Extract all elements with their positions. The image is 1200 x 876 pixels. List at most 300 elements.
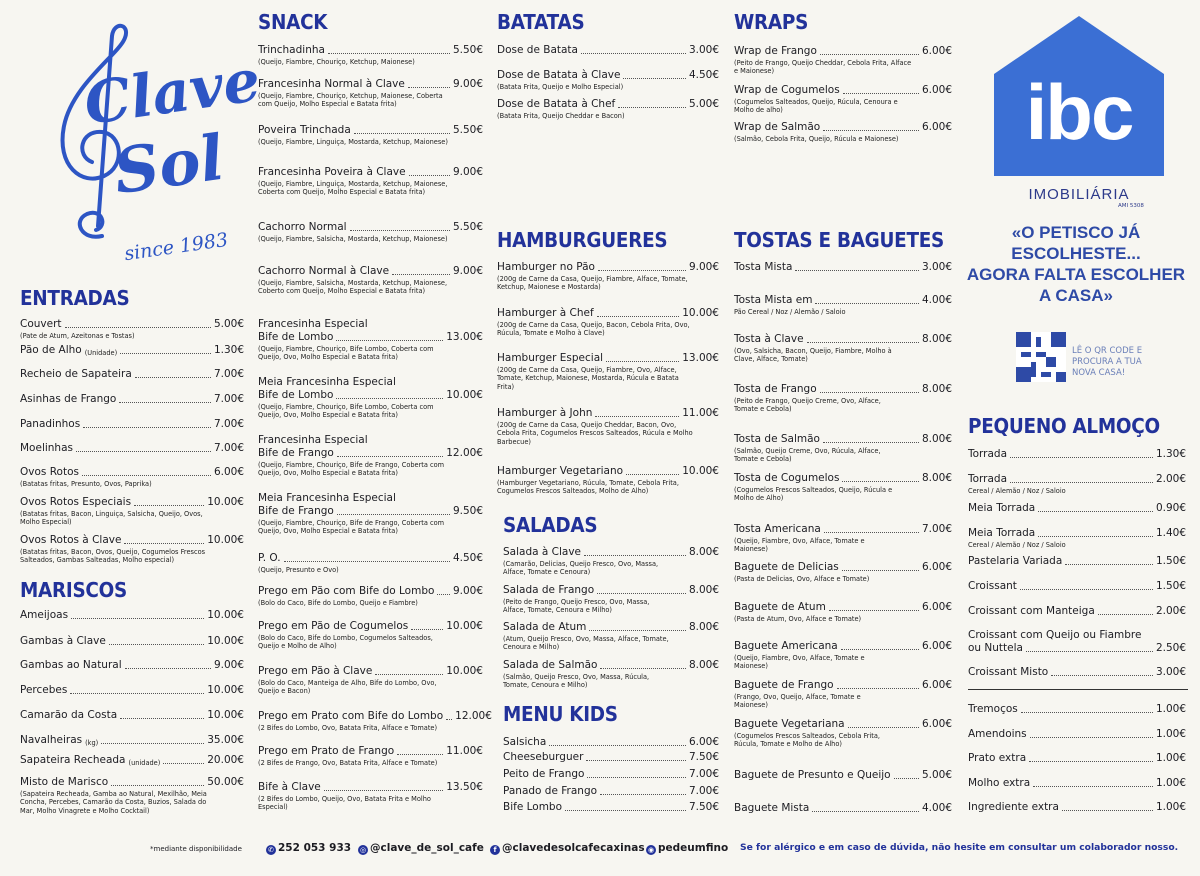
leader-dots (1098, 614, 1153, 615)
item-price: 1.50€ (1155, 580, 1186, 592)
item-price: 1.00€ (1155, 777, 1186, 789)
item-name: Prego em Pão à Clave (258, 665, 373, 677)
logo-line1: Clave (80, 46, 265, 138)
item-price: 9.00€ (452, 78, 483, 90)
item-name: Cheeseburguer (503, 751, 584, 763)
tostas-item (734, 601, 952, 623)
footer-website-text: pedeumfino (658, 842, 729, 854)
item-row (258, 265, 483, 278)
item-price: 3.00€ (1155, 666, 1186, 678)
leader-dots (837, 688, 919, 689)
item-price: 8.00€ (921, 383, 952, 395)
item-price: 5.50€ (452, 221, 483, 233)
item-price: 10.00€ (446, 665, 483, 677)
item-price: 12.00€ (446, 447, 483, 459)
ad-slogan-line3: AGORA FALTA ESCOLHER (966, 265, 1186, 284)
leader-dots (397, 754, 443, 755)
item-price: 6.00€ (688, 736, 719, 748)
item-name: Salada de Atum (503, 621, 587, 633)
item-row (258, 331, 483, 344)
logo-since: since 1983 (122, 228, 230, 266)
item-name: Meia Torrada (968, 502, 1036, 514)
mariscos-item (20, 754, 244, 767)
item-price: 7.50€ (688, 801, 719, 813)
item-price: 1.00€ (1155, 801, 1186, 813)
item-name: Couvert (20, 318, 62, 330)
item-row (20, 496, 244, 509)
item-description: (Bolo do Caco, Bife do Lombo, Cogumelos Salteados, Queijo e Molho de Alho) (258, 634, 433, 651)
item-price: 10.00€ (207, 635, 244, 647)
item-price: 8.00€ (921, 433, 952, 445)
tostas-item (734, 718, 952, 749)
item-price: 13.50€ (446, 781, 483, 793)
leader-dots (409, 175, 450, 176)
item-name: Trinchadinha (258, 44, 325, 56)
leader-dots (1026, 651, 1153, 652)
item-row (258, 447, 483, 460)
leader-dots (120, 718, 204, 719)
pequeno-almoco-title: PEQUENO ALMOÇO (968, 414, 1160, 438)
item-price: 1.00€ (1155, 752, 1186, 764)
item-price: 6.00€ (921, 601, 952, 613)
item-description: (Batatas fritas, Bacon, Linguiça, Salsicha, Queijo, Ovos, Molho Especial) (20, 510, 203, 527)
footer-phone[interactable] (266, 842, 351, 855)
qr-cta (1072, 346, 1142, 379)
leader-dots (795, 270, 919, 271)
item-price: 5.00€ (921, 769, 952, 781)
item-name-line2: Bife de Frango (258, 447, 334, 459)
item-price: 9.00€ (452, 265, 483, 277)
leader-dots (119, 402, 211, 403)
extras-item (968, 801, 1186, 814)
footer-instagram[interactable] (358, 842, 484, 855)
phone-icon: ✆ (266, 845, 276, 855)
item-name: Moelinhas (20, 442, 73, 454)
item-description: (Queijo, Fiambre, Chouriço, Bife de Frango, Coberta com Queijo, Ovo, Molho Especial e Batata frita) (258, 519, 445, 536)
extras-item (968, 752, 1186, 765)
item-name: Navalheiras (20, 734, 83, 746)
item-row (734, 561, 952, 574)
qr-cta-line3: NOVA CASA! (1072, 368, 1126, 378)
item-description: (200g de Carne da Casa, Queijo, Fiambre, Ovo, Alface, Tomate, Ketchup, Maionese, Mostarda, Rúcula e Batata Frita) (497, 366, 679, 391)
entradas-item (20, 442, 244, 455)
breakfast-item (968, 629, 1186, 655)
tostas-item (734, 333, 952, 364)
item-price: 6.00€ (921, 679, 952, 691)
item-price: 2.00€ (1155, 605, 1186, 617)
item-row (258, 166, 483, 179)
saladas-item (503, 621, 719, 652)
item-name: Tosta Americana (734, 523, 821, 535)
footer-phone-text: 252 053 933 (278, 842, 352, 854)
item-name-line2: Bife de Lombo (258, 389, 334, 401)
leader-dots (1065, 564, 1153, 565)
item-price: 7.00€ (213, 418, 244, 430)
item-row (497, 465, 719, 478)
item-name: Hamburger à Chef (497, 307, 594, 319)
leader-dots (408, 87, 450, 88)
leader-dots (841, 649, 919, 650)
item-name: Dose de Batata à Clave (497, 69, 621, 81)
item-name: Tosta Mista em (734, 294, 813, 306)
item-row (20, 534, 244, 547)
item-description: (Ovo, Salsicha, Bacon, Queijo, Fiambre, Molho à Clave, Alface, Tomate) (734, 347, 892, 364)
item-name: Wrap de Cogumelos (734, 84, 840, 96)
mariscos-title: MARISCOS (20, 578, 128, 602)
breakfast-item (968, 527, 1186, 549)
item-price: 13.00€ (682, 352, 719, 364)
item-row (503, 659, 719, 672)
item-price: 7.00€ (213, 368, 244, 380)
item-row (968, 473, 1186, 486)
item-name-line2: Bife de Frango (258, 505, 334, 517)
item-row (968, 703, 1186, 716)
item-name: Salada de Frango (503, 584, 595, 596)
hamburgueres-item (497, 407, 719, 446)
leader-dots (597, 316, 680, 317)
item-price: 35.00€ (207, 734, 244, 746)
item-name: Hamburger à John (497, 407, 593, 419)
item-price: 10.00€ (446, 389, 483, 401)
leader-dots (823, 442, 919, 443)
snack-item (258, 665, 483, 696)
tostas-item (734, 769, 952, 782)
item-price: 8.00€ (921, 472, 952, 484)
item-name: Baguete de Frango (734, 679, 834, 691)
item-description: (Queijo, Fiambre, Salsicha, Mostarda, Ketchup, Maionese) (258, 235, 448, 243)
leader-dots (894, 778, 919, 779)
leader-dots (446, 719, 452, 720)
leader-dots (336, 398, 443, 399)
item-name: Asinhas de Frango (20, 393, 117, 405)
item-price: 10.00€ (207, 609, 244, 621)
item-row (20, 709, 244, 722)
leader-dots (606, 361, 679, 362)
extras-item (968, 777, 1186, 790)
item-description: (Queijo, Fiambre, Chouriço, Bife Lombo, Coberta com Queijo, Ovo, Molho Especial e Batata frita) (258, 403, 434, 420)
item-name: Sapateira Recheada (20, 754, 126, 766)
item-name: Prego em Prato com Bife do Lombo (258, 710, 444, 722)
leader-dots (1033, 786, 1153, 787)
breakfast-item (968, 605, 1186, 618)
leader-dots (111, 785, 204, 786)
item-description: (2 Bifes do Lombo, Ovo, Batata Frita, Alface e Tomate) (258, 724, 438, 732)
item-name: Amendoins (968, 728, 1027, 740)
hamburgueres-item (497, 307, 719, 338)
item-row (968, 527, 1186, 540)
breakfast-item (968, 666, 1186, 679)
hamburgueres-item (497, 352, 719, 391)
item-description: (Queijo, Presunto e Ovo) (258, 566, 339, 574)
snack-item (258, 434, 483, 478)
wraps-item (734, 45, 952, 76)
item-row (968, 642, 1186, 655)
item-price: 8.00€ (688, 584, 719, 596)
breakfast-divider (968, 689, 1188, 690)
saladas-item (503, 659, 719, 690)
kids-item (503, 785, 719, 798)
item-row (734, 679, 952, 692)
snack-item (258, 552, 483, 574)
item-row (20, 684, 244, 697)
leader-dots (1051, 675, 1153, 676)
item-name: Ovos Rotos (20, 466, 79, 478)
item-name: Baguete Vegetariana (734, 718, 845, 730)
item-name: Molho extra (968, 777, 1031, 789)
item-row (503, 546, 719, 559)
breakfast-item (968, 448, 1186, 461)
item-price: 8.00€ (921, 333, 952, 345)
item-price: 5.00€ (213, 318, 244, 330)
leader-dots (350, 230, 450, 231)
item-description: Pão Cereal / Noz / Alemão / Saloio (734, 308, 846, 316)
ibc-logo-text: ibc (1025, 68, 1133, 156)
item-price: 10.00€ (207, 684, 244, 696)
qr-code-icon[interactable] (1016, 332, 1066, 382)
item-description: (Salmão, Queijo Creme, Ovo, Rúcula, Alface, Tomate e Cebola) (734, 447, 881, 464)
item-name: Croissant com Manteiga (968, 605, 1095, 617)
leader-dots (354, 133, 450, 134)
item-price: 2.00€ (1155, 473, 1186, 485)
item-price: 13.00€ (446, 331, 483, 343)
brand-logo (14, 10, 265, 270)
qr-cta-line2: PROCURA A TUA (1072, 357, 1142, 367)
item-row (734, 802, 952, 815)
item-name: Croissant com Queijo ou Fiambre (968, 629, 1142, 641)
item-row (968, 777, 1186, 790)
footer-note: *mediante disponibilidade (150, 845, 242, 853)
ad-slogan (966, 222, 1186, 306)
item-description: (Atum, Queijo Fresco, Ovo, Massa, Alface, Tomate, Cenoura e Milho) (503, 635, 669, 652)
item-description: (Bolo do Caco, Bife do Lombo, Queijo e Fiambre) (258, 599, 418, 607)
snack-item (258, 44, 483, 66)
item-price: 12.00€ (455, 710, 492, 722)
item-name: Poveira Trinchada (258, 124, 351, 136)
item-name: Tremoços (968, 703, 1018, 715)
ibc-ad (990, 12, 1168, 212)
item-name: Baguete de Delicias (734, 561, 839, 573)
item-price: 0.90€ (1155, 502, 1186, 514)
item-name: Salada de Salmão (503, 659, 598, 671)
item-row (20, 659, 244, 672)
item-row (734, 640, 952, 653)
item-row (503, 621, 719, 634)
footer-facebook[interactable] (490, 842, 645, 855)
leader-dots (820, 54, 919, 55)
leader-dots (595, 416, 679, 417)
item-price: 6.00€ (921, 121, 952, 133)
leader-dots (587, 777, 685, 778)
item-name: Gambas ao Natural (20, 659, 122, 671)
item-price: 50.00€ (207, 776, 244, 788)
item-name: Pastelaria Variada (968, 555, 1063, 567)
item-description: (Camarão, Delicias, Queijo Fresco, Ovo, Massa, Alface, Tomate e Cenoura) (503, 560, 659, 577)
item-row (734, 261, 952, 274)
item-row (20, 368, 244, 381)
item-description: (Queijo, Fiambre, Chouriço, Ketchup, Maionese, Coberta com Queijo, Molho Especial e Batata frita) (258, 92, 443, 109)
snack-item (258, 265, 483, 296)
item-row (734, 433, 952, 446)
item-description: Cereal / Alemão / Noz / Saloio (968, 487, 1066, 495)
leader-dots (336, 340, 443, 341)
item-description: (200g de Carne da Casa, Queijo, Fiambre, Alface, Tomate, Ketchup, Maionese e Mostarda) (497, 275, 688, 292)
item-name: Hamburger Vegetariano (497, 465, 624, 477)
item-row (20, 418, 244, 431)
saladas-item (503, 584, 719, 615)
kids-item (503, 801, 719, 814)
mariscos-item (20, 684, 244, 697)
leader-dots (842, 570, 919, 571)
item-description: (Bolo do Caco, Manteiga de Alho, Bife do Lombo, Ovo, Queijo e Bacon) (258, 679, 437, 696)
logo-line2: Sol (109, 120, 229, 209)
item-price: 9.00€ (452, 166, 483, 178)
item-row (503, 736, 719, 749)
leader-dots (1020, 589, 1153, 590)
leader-dots (65, 327, 211, 328)
item-description: (Peito de Frango, Queijo Cheddar, Cebola Frita, Alface e Maionese) (734, 59, 912, 76)
hamburgueres-title: HAMBURGUERES (497, 228, 668, 252)
leader-dots (76, 451, 211, 452)
kids-item (503, 751, 719, 764)
item-name: Ovos Rotos à Clave (20, 534, 122, 546)
leader-dots (600, 794, 686, 795)
leader-dots (392, 274, 450, 275)
item-price: 11.00€ (446, 745, 483, 757)
leader-dots (815, 303, 919, 304)
wraps-item (734, 121, 952, 143)
item-description: (Batata Frita, Queijo e Molho Especial) (497, 83, 624, 91)
leader-dots (843, 93, 919, 94)
snack-item (258, 710, 492, 732)
tostas-title: TOSTAS E BAGUETES (734, 228, 945, 252)
footer-instagram-text: @clave_de_sol_cafe (370, 842, 484, 854)
tostas-item (734, 472, 952, 503)
item-row (497, 352, 719, 365)
entradas-title: ENTRADAS (20, 286, 130, 310)
item-price: 1.40€ (1155, 527, 1186, 539)
snack-item (258, 166, 483, 197)
leader-dots (623, 78, 685, 79)
item-name: Recheio de Sapateira (20, 368, 132, 380)
item-row (258, 505, 483, 518)
item-name: Prato extra (968, 752, 1027, 764)
item-row (258, 552, 483, 565)
item-name: Cachorro Normal (258, 221, 347, 233)
kids-item (503, 768, 719, 781)
item-name: Dose de Batata à Chef (497, 98, 616, 110)
item-description: Cereal / Alemão / Noz / Saloio (968, 541, 1066, 549)
item-price: 3.00€ (688, 44, 719, 56)
saladas-item (503, 546, 719, 577)
item-row (734, 601, 952, 614)
item-row (20, 734, 244, 747)
item-price: 1.00€ (1155, 703, 1186, 715)
leader-dots (109, 644, 204, 645)
tostas-item (734, 261, 952, 274)
item-price: 5.50€ (452, 44, 483, 56)
footer-website[interactable] (646, 842, 728, 855)
snack-item (258, 318, 483, 362)
item-description: (kg) (85, 738, 99, 747)
item-description: (Salmão, Queijo Fresco, Ovo, Massa, Rúcula, Tomate, Cenoura e Milho) (503, 673, 650, 690)
item-description: (Hamburger Vegetariano, Rúcula, Tomate, Cebola Frita, Cogumelos Frescos Salteados, Molho de Alho) (497, 479, 679, 496)
item-row (20, 466, 244, 479)
breakfast-item (968, 580, 1186, 593)
item-row (968, 666, 1186, 679)
tostas-item (734, 383, 952, 414)
item-description: (Queijo, Fiambre, Salsicha, Mostarda, Ketchup, Maionese, Coberto com Queijo, Molho Especial e Batata frita) (258, 279, 448, 296)
mariscos-item (20, 734, 244, 747)
item-name: Meia Francesinha Especial (258, 492, 396, 504)
qr-cta-line1: LÊ O QR CODE E (1072, 346, 1143, 356)
item-name: Camarão da Costa (20, 709, 118, 721)
item-price: 20.00€ (207, 754, 244, 766)
item-row (734, 523, 952, 536)
item-row (968, 502, 1186, 515)
leader-dots (328, 53, 450, 54)
wraps-title: WRAPS (734, 10, 809, 34)
item-price: 10.00€ (207, 709, 244, 721)
entradas-item (20, 344, 244, 357)
item-price: 6.00€ (921, 640, 952, 652)
ad-slogan-line4: A CASA» (1039, 286, 1113, 305)
item-description: (Queijo, Fiambre, Chouriço, Ketchup, Maionese) (258, 58, 415, 66)
breakfast-item (968, 502, 1186, 515)
item-price: 8.00€ (688, 621, 719, 633)
item-row (20, 344, 244, 357)
item-name: Baguete Mista (734, 802, 810, 814)
item-description: (Peito de Frango, Queijo Creme, Ovo, Alface, Tomate e Cebola) (734, 397, 881, 414)
leader-dots (823, 130, 919, 131)
item-row (258, 620, 483, 633)
ibc-company: IMOBILIÁRIA (1028, 186, 1130, 203)
breakfast-item (968, 555, 1186, 568)
item-name: Torrada (968, 448, 1008, 460)
item-price: 9.00€ (688, 261, 719, 273)
item-price: 6.00€ (921, 45, 952, 57)
item-price: 4.50€ (688, 69, 719, 81)
item-price: 6.00€ (921, 84, 952, 96)
entradas-item (20, 496, 244, 527)
item-row (497, 261, 719, 274)
mariscos-item (20, 709, 244, 722)
tostas-item (734, 679, 952, 710)
item-price: 7.00€ (688, 785, 719, 797)
item-name: Tosta à Clave (734, 333, 804, 345)
leader-dots (337, 514, 450, 515)
wraps-item (734, 84, 952, 115)
item-description: (Batatas fritas, Bacon, Ovos, Queijo, Cogumelos Frescos Salteados, Gambas Salteadas, Molho especial) (20, 548, 206, 565)
snack-item (258, 745, 483, 767)
leader-dots (589, 630, 686, 631)
leader-dots (848, 727, 919, 728)
ad-slogan-line1: «O PETISCO JÁ (1011, 223, 1141, 242)
item-name: Ingrediente extra (968, 801, 1059, 813)
item-row (258, 389, 483, 402)
leader-dots (134, 505, 204, 506)
item-row (258, 781, 483, 794)
leader-dots (1021, 712, 1153, 713)
item-row (503, 785, 719, 798)
mariscos-item (20, 609, 244, 622)
leader-dots (807, 342, 919, 343)
snack-item (258, 585, 483, 607)
item-name: Dose de Batata (497, 44, 578, 56)
leader-dots (375, 674, 443, 675)
item-row (20, 442, 244, 455)
leader-dots (124, 543, 204, 544)
item-row (734, 84, 952, 97)
